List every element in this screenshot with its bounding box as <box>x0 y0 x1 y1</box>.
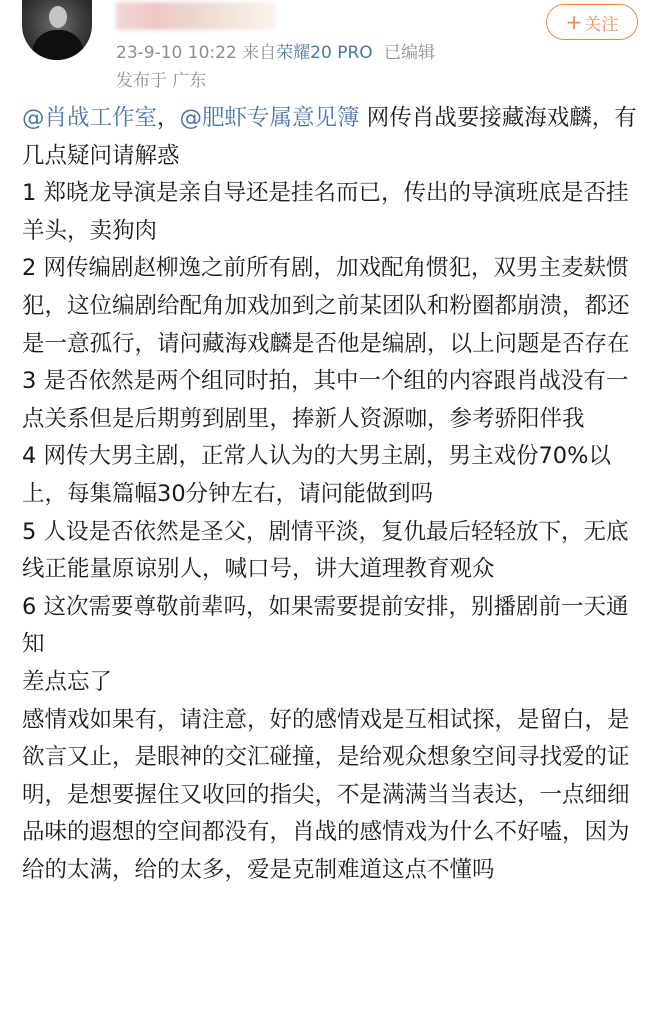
edited-label: 已编辑 <box>384 43 436 63</box>
post-timestamp: 23-9-10 10:22 <box>116 43 237 63</box>
post-point-6: 6 这次需要尊敬前辈吗，如果需要提前安排，别播剧前一天通知 <box>22 593 629 658</box>
avatar-face <box>49 6 67 28</box>
device-source-link[interactable]: 荣耀20 PRO <box>276 43 373 63</box>
post-point-4: 4 网传大男主剧，正常人认为的大男主剧，男主戏份70%以上，每集篇幅30分钟左右，请问能做到吗 <box>22 443 611 507</box>
post-point-2: 2 网传编剧赵柳逸之前所有剧，加戏配角惯犯，双男主麦麸惯犯，这位编剧给配角加戏加到之前某团队和粉圈都崩溃，都还是一意孤行，请问藏海戏麟是否他是编剧，以上问题是否存在 <box>22 255 630 357</box>
follow-button[interactable] <box>546 4 638 40</box>
mention-studio[interactable]: @肖战工作室 <box>22 105 158 131</box>
post-romance-paragraph: 感情戏如果有，请注意，好的感情戏是互相试探，是留白，是欲言又止，是眼神的交汇碰撞，是给观众想象空间寻找爱的证明，是想要握住又收回的指尖，不是满满当当表达，一点细细品味的遐想的空间都没有，肖战的感情戏为什么不好嗑，因为给的太满，给的太多，爱是克制难道这点不懂吗 <box>22 706 630 883</box>
post-point-3: 3 是否依然是两个组同时拍，其中一个组的内容跟肖战没有一点关系但是后期剪到剧里，捧新人资源咖，参考骄阳伴我 <box>22 368 629 432</box>
post-meta <box>116 38 435 63</box>
intro-text: 网传肖战要接藏海戏麟，有几点疑问请解惑 <box>22 105 637 169</box>
post-body <box>22 100 644 889</box>
mention-opinion-book[interactable]: @肥虾专属意见簿 <box>179 105 360 131</box>
post-point-1: 1 郑晓龙导演是亲自导还是挂名而已，传出的导演班底是否挂羊头，卖狗肉 <box>22 180 629 244</box>
mention-separator: ， <box>157 105 180 131</box>
post-intro <box>22 100 644 175</box>
post-location: 发布于 广东 <box>116 71 207 91</box>
author-name-blurred[interactable] <box>116 2 276 30</box>
post-afterthought: 差点忘了 <box>22 668 113 695</box>
follow-label: 关注 <box>584 14 619 35</box>
post-header <box>0 0 663 100</box>
author-avatar[interactable] <box>22 0 92 60</box>
source-prefix: 来自 <box>242 43 277 63</box>
post-point-5: 5 人设是否依然是圣父，剧情平淡，复仇最后轻轻放下，无底线正能量原谅别人，喊口号，讲大道理教育观众 <box>22 518 629 583</box>
plus-icon: + <box>565 10 583 34</box>
avatar-shoulders <box>32 30 84 60</box>
